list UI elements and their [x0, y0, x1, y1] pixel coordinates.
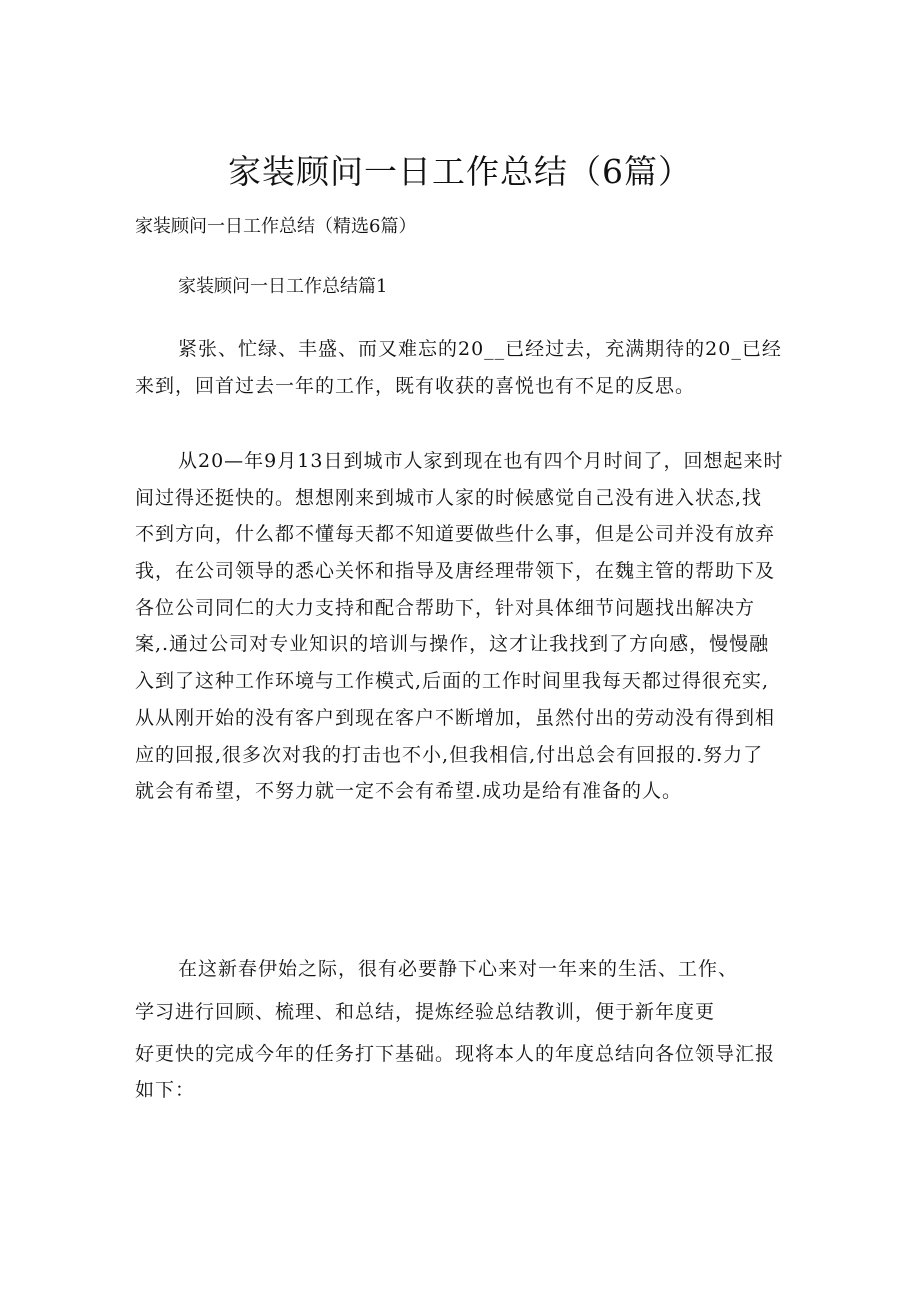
document-title: 家装顾问一日工作总结（6篇） — [228, 152, 692, 191]
paragraph-line: 就会有希望，不努力就一定不会有希望.成功是给有准备的人。 — [135, 780, 683, 803]
paragraph-line: 来到，回首过去一年的工作，既有收获的喜悦也有不足的反思。 — [135, 375, 696, 397]
paragraph-line: 间过得还挺快的。想想刚来到城市人家的时候感觉自己没有进入状态,找 — [135, 486, 763, 509]
section-heading: 家装顾问一日工作总结篇1 — [178, 276, 388, 297]
paragraph-line: 从20—年9月13日到城市人家到现在也有四个月时间了，回想起来时 — [178, 450, 784, 472]
paragraph-2 — [135, 443, 785, 810]
paragraph-line: 各位公司同仁的大力支持和配合帮助下，针对具体细节问题找出解决方 — [135, 596, 756, 619]
paragraph-line: 案,.通过公司对专业知识的培训与操作，这才让我找到了方向感，慢慢融 — [135, 633, 770, 656]
paragraph-line: 入到了这种工作环境与工作模式,后面的工作时间里我每天都过得很充实, — [135, 670, 770, 693]
paragraph-line: 应的回报,很多次对我的打击也不小,但我相信,付出总会有回报的.努力了 — [135, 743, 764, 766]
paragraph-3 — [135, 949, 785, 1109]
paragraph-line: 不到方向，什么都不懂每天都不知道要做些什么事，但是公司并没有放弃 — [135, 523, 776, 546]
paragraph-line: 在这新春伊始之际，很有必要静下心来对一年来的生活、工作、 — [178, 958, 739, 980]
paragraph-line: 紧张、忙绿、丰盛、而又难忘的20__已经过去，充满期待的20_已经 — [178, 338, 782, 360]
document-subtitle: 家装顾问一日工作总结（精选6篇） — [135, 216, 417, 237]
paragraph-line: 我，在公司领导的悉心关怀和指导及唐经理带领下，在魏主管的帮助下及 — [135, 560, 776, 583]
paragraph-line: 好更快的完成今年的任务打下基础。现将本人的年度总结向各位领导汇报 — [135, 1043, 776, 1065]
paragraph-line: 学习进行回顾、梳理、和总结，提炼经验总结教训，便于新年度更 — [135, 1001, 716, 1023]
paragraph-1 — [135, 331, 785, 405]
paragraph-line: 如下： — [135, 1079, 196, 1101]
paragraph-line: 从从刚开始的没有客户到现在客户不断增加，虽然付出的劳动没有得到相 — [135, 706, 776, 729]
